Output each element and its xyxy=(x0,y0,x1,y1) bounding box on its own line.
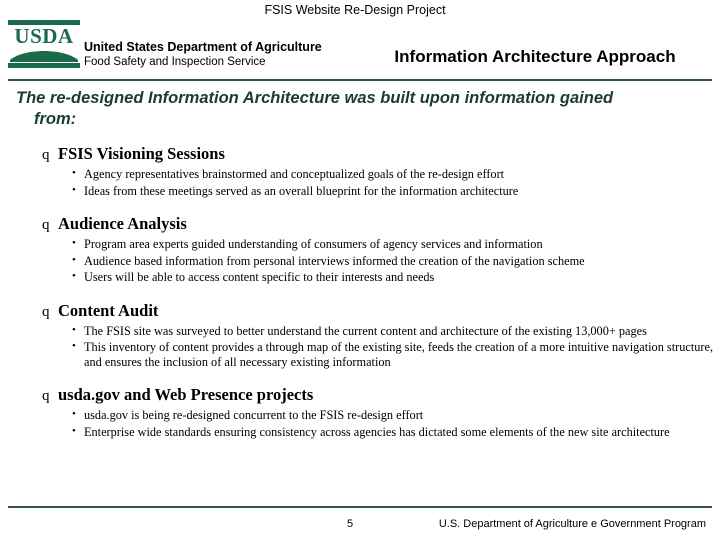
logo-wordmark: USDA xyxy=(14,24,74,48)
bullet-dot-icon: • xyxy=(72,340,76,352)
list-item-text: Program area experts guided understanding of consumers of agency services and information xyxy=(84,237,543,251)
section-spacer xyxy=(0,287,720,301)
slide-subtitle: Information Architecture Approach xyxy=(394,47,676,66)
section-fsis-visioning-sessions xyxy=(0,144,720,198)
bullet-dot-icon: • xyxy=(72,253,76,266)
list-item xyxy=(72,324,714,339)
list-item xyxy=(72,184,714,199)
section-bullet-list xyxy=(0,237,720,285)
section-heading xyxy=(0,301,720,321)
page-title xyxy=(16,88,706,130)
bullet-dot-icon: • xyxy=(72,323,76,336)
section-heading-label: usda.gov and Web Presence projects xyxy=(58,385,314,404)
agency-name: United States Department of Agriculture xyxy=(84,40,322,54)
page-title-line2: from: xyxy=(34,110,77,128)
list-item xyxy=(72,254,714,269)
footer-attribution: U.S. Department of Agriculture e Government Program xyxy=(438,518,706,530)
bullet-dot-icon: • xyxy=(72,167,76,179)
page-number: 5 xyxy=(346,518,354,530)
section-bullet-list xyxy=(0,324,720,370)
checkbox-bullet-icon: q xyxy=(42,217,50,233)
list-item-text: usda.gov is being re-designed concurrent to the FSIS re-design effort xyxy=(84,408,424,422)
usda-logo xyxy=(8,20,80,68)
section-heading xyxy=(0,144,720,164)
logo-bottom-bar xyxy=(8,63,80,68)
list-item-text: Agency representatives brainstormed and conceptualized goals of the re-design effort xyxy=(84,167,505,181)
footer-divider xyxy=(8,506,712,508)
bullet-dot-icon: • xyxy=(72,424,76,437)
checkbox-bullet-icon: q xyxy=(42,388,50,404)
section-heading-label: FSIS Visioning Sessions xyxy=(58,144,225,163)
agency-subname: Food Safety and Inspection Service xyxy=(84,56,266,68)
section-heading-label: Content Audit xyxy=(58,300,159,320)
bullet-dot-icon: • xyxy=(72,183,76,196)
checkbox-bullet-icon: q xyxy=(42,147,50,163)
checkbox-bullet-icon: q xyxy=(42,303,50,320)
list-item xyxy=(72,237,714,252)
section-usdagov-web-presence xyxy=(0,385,720,439)
project-title: FSIS Website Re-Design Project xyxy=(264,3,446,17)
list-item xyxy=(72,270,714,285)
list-item-text: The FSIS site was surveyed to better understand the current content and architecture of the existing 13,000+ pages xyxy=(84,323,647,338)
slide-header xyxy=(0,0,720,80)
content-body xyxy=(0,144,720,441)
section-heading xyxy=(0,385,720,405)
page-title-line1: The re-designed Information Architecture was built upon information gained xyxy=(16,89,614,107)
section-spacer xyxy=(0,371,720,385)
header-divider xyxy=(8,79,712,81)
section-bullet-list xyxy=(0,167,720,198)
section-audience-analysis xyxy=(0,214,720,285)
list-item xyxy=(72,408,714,423)
section-content-audit xyxy=(0,301,720,370)
list-item-text: This inventory of content provides a through map of the existing site, feeds the creation of a more intuitive navigation structure, and ensures the inclusion of all necessary existing information xyxy=(84,340,714,369)
list-item-text: Users will be able to access content specific to their interests and needs xyxy=(84,270,435,284)
section-heading xyxy=(0,214,720,234)
bullet-dot-icon: • xyxy=(72,270,76,282)
list-item-text: Audience based information from personal interviews informed the creation of the navigation scheme xyxy=(84,253,585,268)
list-item xyxy=(72,340,714,369)
section-heading-label: Audience Analysis xyxy=(58,214,187,233)
section-spacer xyxy=(0,200,720,214)
section-bullet-list xyxy=(0,408,720,439)
list-item xyxy=(72,167,714,182)
list-item-text: Enterprise wide standards ensuring consistency across agencies has dictated some elements of the new site architecture xyxy=(84,424,670,439)
list-item-text: Ideas from these meetings served as an overall blueprint for the information architecture xyxy=(84,183,519,198)
bullet-dot-icon: • xyxy=(72,408,76,420)
list-item xyxy=(72,425,714,440)
bullet-dot-icon: • xyxy=(72,237,76,249)
logo-swoosh-icon xyxy=(10,48,78,62)
